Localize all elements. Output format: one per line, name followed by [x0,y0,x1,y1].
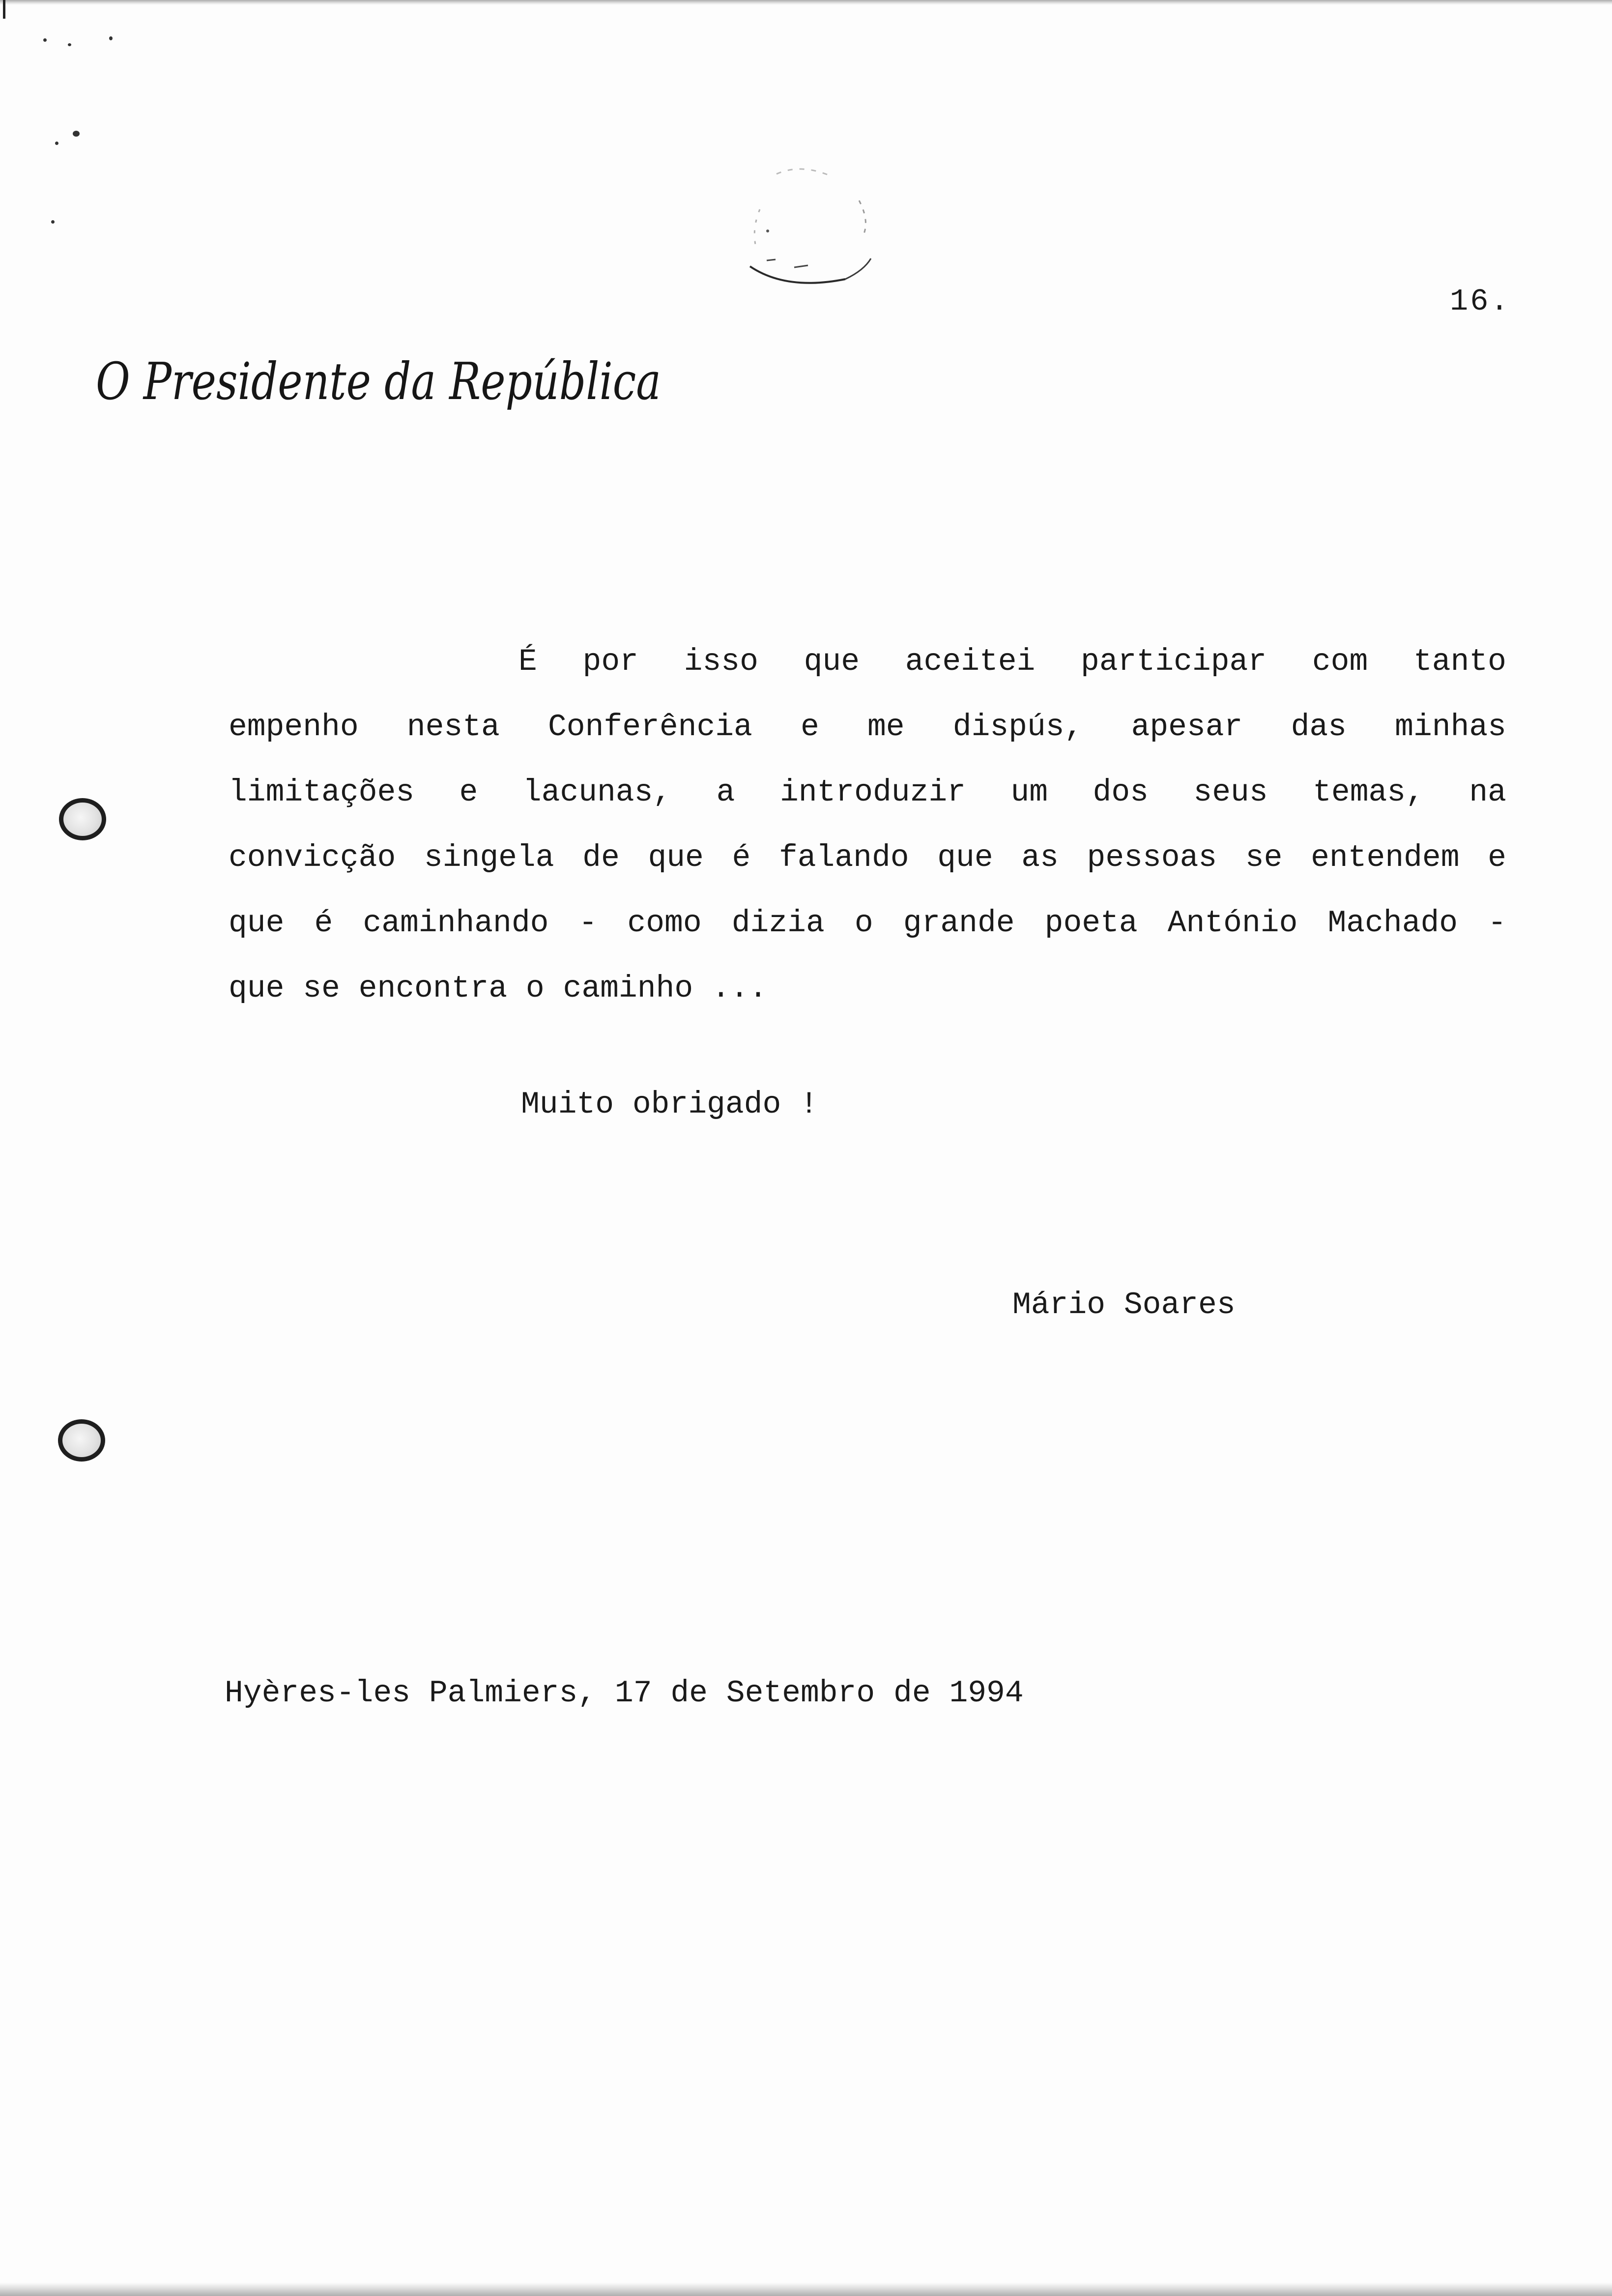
paragraph-line: empenho nesta Conferência e me dispús, apesar das minhas [229,710,1506,745]
paragraph-line: É por isso que aceitei participar com tanto [518,644,1506,679]
paragraph-line: limitações e lacunas, a introduzir um dos seus temas, na [229,775,1506,810]
paragraph-line: convicção singela de que é falando que as pessoas se entendem e [229,840,1506,875]
place-and-date: Hyères-les Palmiers, 17 de Setembro de 1994 [225,1676,1024,1711]
punch-hole [59,798,106,840]
punch-hole [58,1419,105,1462]
page-number: 16. [1450,284,1511,319]
body-paragraph [229,629,1506,1021]
scan-speck [73,131,80,137]
scan-edge-bottom [0,2282,1612,2296]
scan-speck [109,36,113,40]
faded-stamp-mark [747,162,875,315]
scan-speck [68,43,71,46]
letterhead [96,344,686,423]
signatory-name: Mário Soares [1012,1288,1236,1322]
scan-speck [51,220,55,224]
scan-mark [3,0,5,19]
letterhead-text: O Presidente da República [96,351,661,411]
scan-speck [43,38,47,42]
closing-line: Muito obrigado ! [521,1087,818,1122]
scan-speck [55,142,58,145]
paragraph-line: que se encontra o caminho ... [229,971,768,1006]
scan-edge-top [0,0,1612,5]
paragraph-line: que é caminhando - como dizia o grande poeta António Machado - [229,906,1506,941]
